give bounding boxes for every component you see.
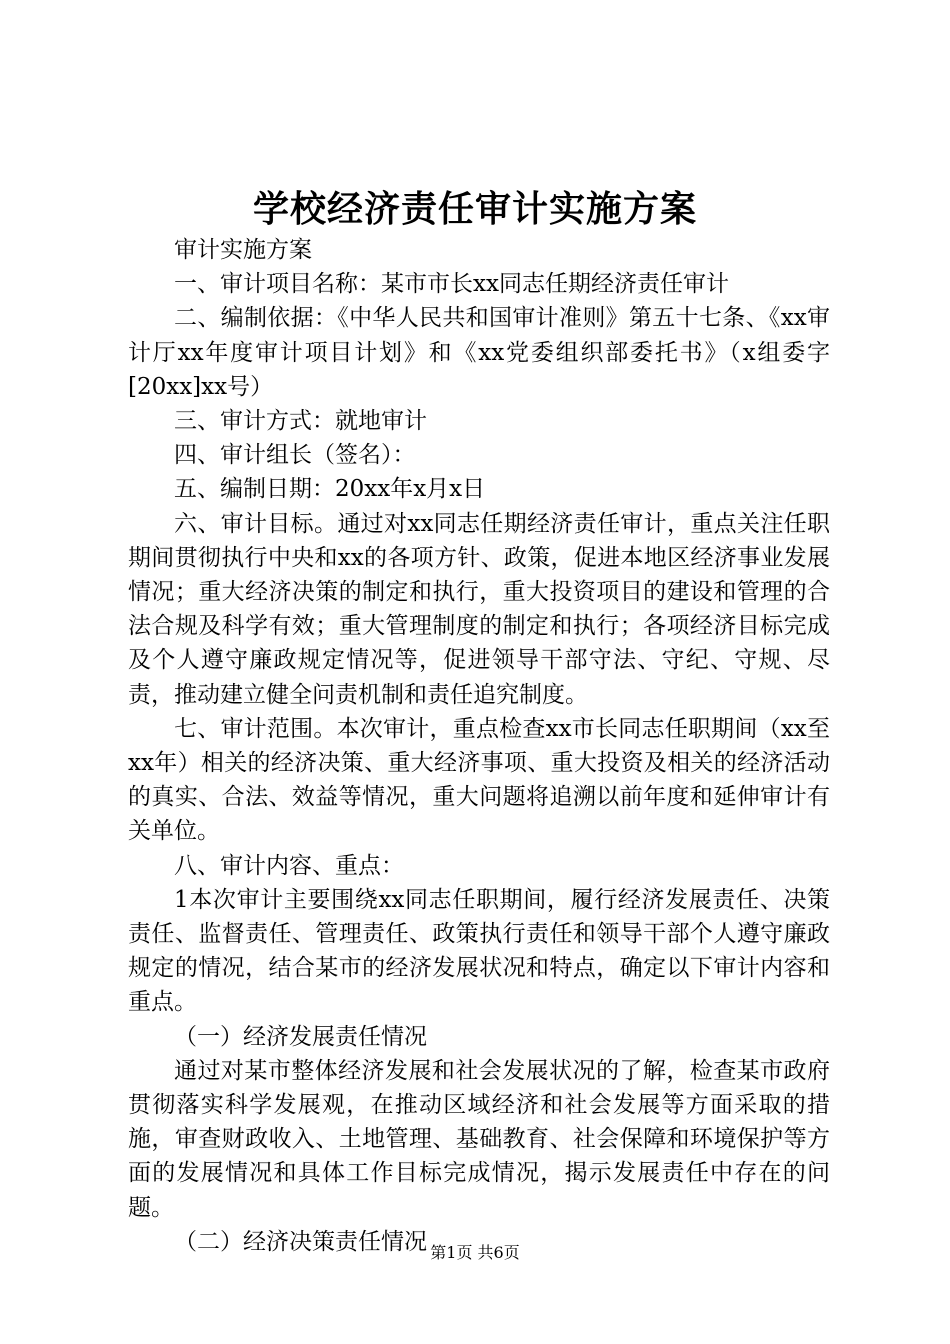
paragraph-basis: 二、编制依据：《中华人民共和国审计准则》第五十七条、《xx审计厅xx年度审计项目计划》和《xx党委组织部委托书》（x组委字[20xx]xx号）	[128, 305, 830, 400]
paragraph-audit-goal: 六、审计目标。通过对xx同志任期经济责任审计，重点关注任职期间贯彻执行中央和xx的各项方针、政策，促进本地区经济事业发展情况；重大经济决策的制定和执行，重大投资项目的建设和管理的合法合规及科学有效；重大管理制度的制定和执行；各项经济目标完成及个人遵守廉政规定情况等，促进领导干部守法、守纪、守规、尽责，推动建立健全问责机制和责任追究制度。	[128, 510, 830, 708]
paragraph-audit-scope: 七、审计范围。本次审计，重点检查xx市长同志任职期间（xx至xx年）相关的经济决策、重大经济事项、重大投资及相关的经济活动的真实、合法、效益等情况，重大问题将追溯以前年度和延伸审计有关单位。	[128, 715, 830, 845]
paragraph-project-name: 一、审计项目名称：某市市长xx同志任期经济责任审计	[174, 271, 729, 298]
document-body	[128, 233, 830, 1259]
paragraph-section-one-body: 通过对某市整体经济发展和社会发展状况的了解，检查某市政府贯彻落实科学发展观，在推动区域经济和社会发展等方面采取的措施，审查财政收入、土地管理、基础教育、社会保障和环境保护等方面的发展情况和具体工作目标完成情况，揭示发展责任中存在的问题。	[128, 1057, 830, 1221]
paragraph-audit-method: 三、审计方式：就地审计	[174, 408, 427, 435]
paragraph-section-one: （一）经济发展责任情况	[174, 1023, 427, 1050]
paragraph-section-two: （二）经济决策责任情况	[174, 1228, 427, 1255]
paragraph-team-leader: 四、审计组长（签名）：	[174, 442, 416, 469]
paragraph-content-detail: 1本次审计主要围绕xx同志任职期间，履行经济发展责任、决策责任、监督责任、管理责任、政策执行责任和领导干部个人遵守廉政规定的情况，结合某市的经济发展状况和特点，确定以下审计内容和重点。	[128, 886, 830, 1016]
paragraph-date: 五、编制日期：20xx年x月x日	[174, 476, 486, 503]
paragraph-audit-content: 八、审计内容、重点：	[174, 852, 404, 879]
paragraph-heading: 审计实施方案	[174, 237, 312, 263]
document-title: 学校经济责任审计实施方案	[252, 188, 697, 230]
page-footer: 第1页 共6页	[430, 1243, 520, 1262]
